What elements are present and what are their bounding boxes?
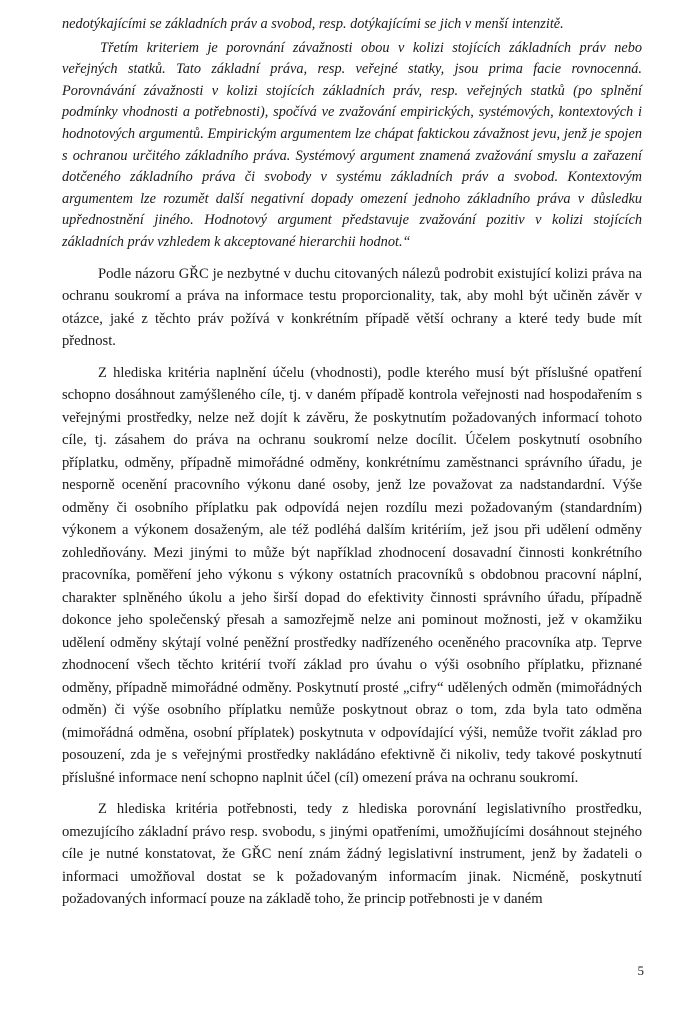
quoted-paragraph: Třetím kriteriem je porovnání závažnosti obou v kolizi stojících základních práv nebo veřejných statků. Tato základní práva, resp. veřejné statky, jsou prima facie rovnocenná. Porovnávání závažnosti v kolizi stojících základních práv, resp. veřejných statků (po splnění podmínky vhodnosti a potřebnosti), spočívá ve zvažování empirických, systémových, kontextových i hodnotových argumentů. Empirickým argumentem lze chápat faktickou závažnost jevu, jenž je spojen s ochranou určitého základního práva. Systémový argument znamená zvažování smyslu a zařazení dotčeného základního práva či svobody v systému základních práv a svobod. Kontextovým argumentem lze rozumět další negativní dopady omezení jednoho základního práva v důsledku upřednostnění jiného. Hodnotový argument představuje zvažování pozitiv v kolizi stojících základních práv vzhledem k akceptované hierarchii hodnot.“ xyxy=(62,39,642,250)
paragraph-proportionality: Podle názoru GŘC je nezbytné v duchu citovaných nálezů podrobit existující kolizi práva na ochranu soukromí a práva na informace testu proporcionality, tak, aby mohl být učiněn závěr v otázce, jaké z těchto práv požívá v konkrétním případě větší ochrany a které tedy bude mít přednost. xyxy=(62,265,642,350)
quote-continuation: nedotýkajícími se základních práv a svobod, resp. dotýkajícími se jich v menší intenzitě. xyxy=(62,16,564,32)
body-text xyxy=(62,14,642,911)
page-number: 5 xyxy=(637,963,644,978)
paragraph-necessity: Z hlediska kritéria potřebnosti, tedy z hlediska porovnání legislativního prostředku, omezujícího základní právo resp. svobodu, s jinými opatřeními, umožňujícími dosáhnout stejného cíle je nutné konstatovat, že GŘC není znám žádný legislativní instrument, jenž by žadateli o informaci umožňoval dostat se k požadovaným informacím jinak. Nicméně, poskytnutí požadovaných informací pouze na základě toho, že princip potřebnosti je v daném xyxy=(62,801,642,908)
paragraph-suitability: Z hlediska kritéria naplnění účelu (vhodnosti), podle kterého musí být příslušné opatření schopno dosáhnout zamýšleného cíle, tj. v daném případě kontrola veřejnosti nad hospodařením s veřejnými prostředky, nelze než dojít k závěru, že poskytnutím požadovaných informací tohoto cíle, tj. zásahem do práva na ochranu soukromí nelze docílit. Účelem poskytnutí osobního příplatku, odměny, případně mimořádné odměny, konkrétnímu zaměstnanci správního úřadu, je nesporně ocenění pracovního výkonu dané osoby, jenž lze považovat za nadstandardní. Výše odměny či osobního příplatku pak odpovídá nejen rozdílu mezi požadovaným (standardním) výkonem a výkonem dosaženým, ale též podléhá dalším kritériím, jež jsou při udělení odměny zohledňovány. Mezi jinými to může být například zhodnocení dosavadní činnosti konkrétního pracovníka, poměření jeho výkonu s výkony ostatních pracovníků s obdobnou pracovní náplní, charakter splněného úkolu a jeho širší dopad do efektivity činnosti správního úřadu, případně dokonce jeho společenský přesah a samozřejmě nelze ani pominout možnosti, jež v okamžiku udělení odměny skýtají volné peněžní prostředky nadřízeného oceněného pracovníka atp. Teprve zhodnocení všech těchto kritérií tvoří základ pro úvahu o výši osobního příplatku, přiznané odměny, případně mimořádné odměny. Poskytnutí prosté „cifry“ udělených odměn (mimořádných odměn) či výše osobního příplatku nemůže poskytnout obraz o tom, zda byla tato odměna (mimořádná odměna, osobní příplatek) poskytnuta v odpovídající výši, nemůže tvořit základ pro posouzení, zda je s veřejnými prostředky nakládáno efektivně či nikoliv, tedy takové poskytnutí příslušné informace není schopno naplnit účel (cíl) omezení práva na ochranu soukromí. xyxy=(62,364,642,786)
